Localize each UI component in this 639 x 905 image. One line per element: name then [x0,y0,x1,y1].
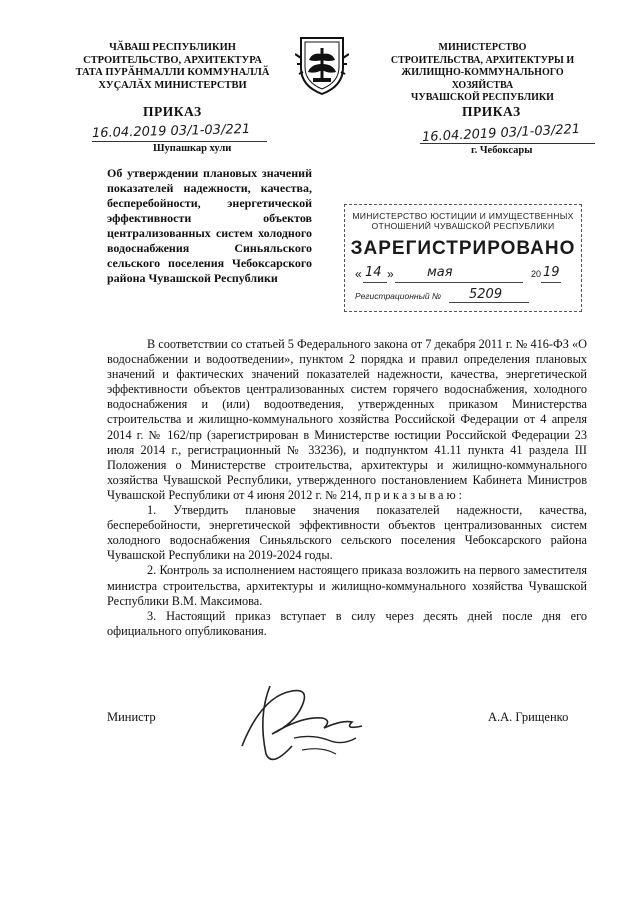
order-number-right: 16.04.2019 03/1-03/221 [421,121,581,146]
header-left-line: СТРОИТЕЛЬСТВО, АРХИТЕКТУРА [83,54,262,66]
order-subject: Об утверждении плановых значений показателей надежности, качества, бесперебойности, энергетической эффективности объектов централизованных систем холодного водоснабжения Синьяльского сельского поселения Чебоксарского района Чувашской Республики [107,166,312,285]
order-title-left: ПРИКАЗ [143,104,202,119]
signatory-position: Министр [107,710,156,724]
stamp-organization: МИНИСТЕРСТВО ЮСТИЦИИ И ИМУЩЕСТВЕННЫХ ОТНОШЕНИЙ ЧУВАШСКОЙ РЕСПУБЛИКИ [352,211,574,231]
body-paragraph: 1. Утвердить плановые значения показателей надежности, качества, бесперебойности, энергетической эффективности объектов централизованных систем холодного водоснабжения Синьяльского сельского поселения Чебоксарского района Чувашской Республики на 2019-2024 годы. [107,503,587,563]
stamp-year-suffix: 19 [543,265,560,280]
stamp-quote-close: » [387,267,394,281]
order-title-right: ПРИКАЗ [462,104,521,119]
stamp-year-underline [541,282,561,283]
number-underline-left [92,141,267,142]
stamp-quote-open: « [355,267,362,281]
order-number-left: 16.04.2019 03/1-03/221 [91,121,251,142]
stamp-year-prefix: 20 [531,269,542,279]
header-right-line: СТРОИТЕЛЬСТВА, АРХИТЕКТУРЫ И [390,54,575,66]
stamp-month-underline [395,282,523,283]
stamp-day: 14 [365,265,382,280]
header-right-line: МИНИСТЕРСТВО [438,42,527,53]
header-left-line: ХУҪАЛӐХ МИНИСТЕРСТВИ [98,79,247,91]
body-paragraph [107,337,587,503]
stamp-reg-number: 5209 [469,287,503,302]
place-left: Шупашкар хули [153,143,232,154]
signatory-name: А.А. Грищенко [488,710,569,724]
place-right: г. Чебоксары [471,145,533,156]
handwritten-signature-icon [232,676,382,772]
header-right-russian [370,42,595,105]
stamp-month: мая [427,265,453,280]
header-left-chuvash [70,42,275,92]
registration-stamp [344,204,582,312]
stamp-date [355,267,570,287]
orders-word: приказываю: [364,487,466,502]
stamp-reg-underline [449,302,529,303]
header-left-line: ТАТА ПУРӐНМАЛЛИ КОММУНАЛЛӐ [75,67,270,78]
stamp-title: ЗАРЕГИСТРИРОВАНО [350,238,576,259]
header-right-line: ЧУВАШСКОЙ РЕСПУБЛИКИ [411,92,554,103]
stamp-reg-label: Регистрационный № [355,291,442,301]
header-right-line: ЖИЛИЩНО-КОММУНАЛЬНОГО ХОЗЯЙСТВА [401,67,564,91]
order-body [107,337,587,639]
preamble-text: В соответствии со статьей 5 Федерального закона от 7 декабря 2011 г. № 416-ФЗ «О водоснабжении и водоотведении», пунктом 2 порядка и правил определения плановых значений и фактических значений показателей надежности, качества, энергетической эффективности объектов централизованных систем горячего водоснабжения, холодного водоснабжения и (или) водоотведения, утвержденных приказом Министерства строительства и жилищно-коммунального хозяйства Российской Федерации от 4 апреля 2014 г. № 162/пр (зарегистрирован в Министерстве юстиции Российской Федерации 23 июля 2014 г., регистрационный № 33236), и подпунктом 41.11 пункта 41 раздела III Положения о Министерстве строительства, архитектуры и жилищно-коммунального хозяйства Чувашской Республики, утвержденного постановлением Кабинета Министров Чувашской Республики от 4 июня 2012 г. № 214, [107,337,587,502]
header-left-line: ЧӐВАШ РЕСПУБЛИКИН [109,42,236,53]
stamp-day-underline [363,282,387,283]
body-paragraph: 2. Контроль за исполнением настоящего приказа возложить на первого заместителя министра строительства, архитектуры и жилищно-коммунального хозяйства Чувашской Республики В.М. Максимова. [107,563,587,608]
body-paragraph: 3. Настоящий приказ вступает в силу через десять дней после дня его официального опубликования. [107,608,587,638]
coat-of-arms-icon [295,34,349,96]
number-underline-right [420,143,595,144]
